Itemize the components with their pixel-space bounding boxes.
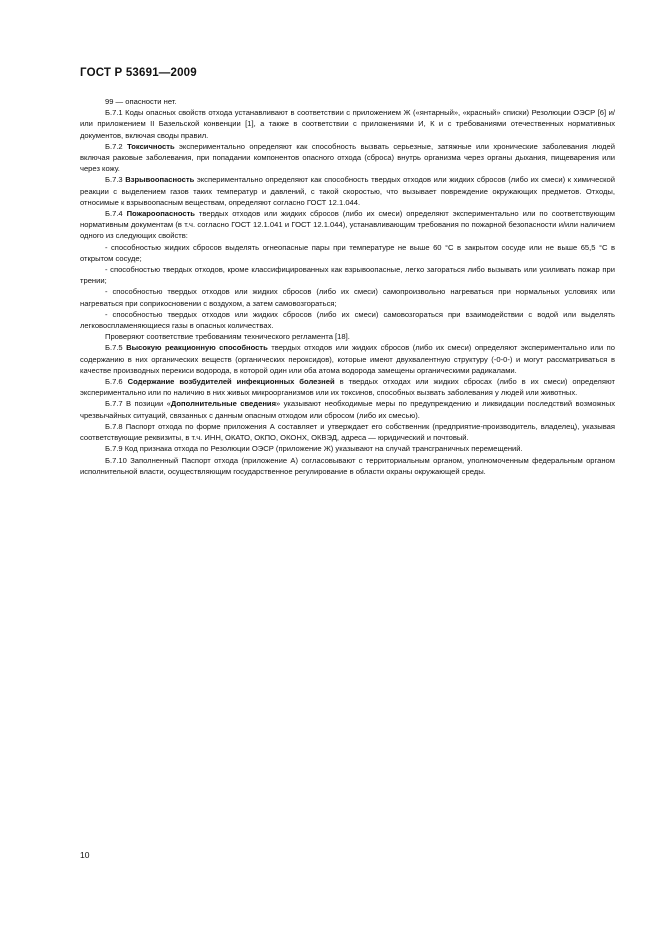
term-toxicity: Токсичность xyxy=(127,141,175,151)
document-body xyxy=(80,96,615,477)
paragraph-b-7-7: Б.7.7 В позиции «Дополнительные сведения» указывают необходимые меры по предупреждению и ликвидации последствий возможных чрезвычайных ситуаций, связанных с данным опасным отходом или сбросом (либо их смесью). xyxy=(80,399,615,420)
page-header-title: ГОСТ Р 53691—2009 xyxy=(80,67,197,79)
list-item-water-reactive: - способностью твердых отходов или жидких сбросов (либо их смеси) самовозгораться при взаимодействии с водой или выделять легковоспламеняющиеся газы в опасных количествах. xyxy=(80,309,615,331)
paragraph-b-7-9: Б.7.9 Код признака отхода по Резолюции ОЭСР (приложение Ж) указывают на случай трансграничных перемещений. xyxy=(105,444,523,454)
term-high-reactivity: Высокую реакционную способность xyxy=(126,343,268,353)
paragraph-b-7-5: Б.7.5 Высокую реакционную способность твердых отходов или жидких сбросов (либо их смеси) определяют экспериментально или по содержанию в них органических веществ (органических пероксидов), которые имеют двухвалентную структуру (-0-0-) и могут рассматриваться в качестве производных перекиси водорода, в которой один или оба атома водорода замещены органическими радикалами. xyxy=(80,343,615,375)
term-additional-info: Дополнительные сведения xyxy=(170,399,277,409)
paragraph-0: 99 — опасности нет. xyxy=(105,97,177,106)
term-infectious-agents: Содержание возбудителей инфекционных болезней xyxy=(127,377,335,387)
paragraph-compliance-check: Проверяют соответствие требованиям технического регламента [18]. xyxy=(105,332,350,342)
paragraph-b-7-6: Б.7.6 Содержание возбудителей инфекционных болезней в твердых отходах или жидких сбросах (либо в их смеси) определяют экспериментально или по наличию в них живых микроорганизмов или их токсинов, способных вызвать заболевания у людей или животных. xyxy=(80,377,615,398)
paragraph-b-7-4: Б.7.4 Пожароопасность твердых отходов или жидких сбросов (либо их смеси) определяют экспериментально или по соответствующим нормативным документам (в т.ч. согласно ГОСТ 12.1.041 и ГОСТ 12.1.044), устанавливающим требования по пожарной безопасности и/или наличием одного из следующих свойств: xyxy=(80,209,615,241)
term-fire-hazard: Пожароопасность xyxy=(126,209,195,219)
list-item-self-heating: - способностью твердых отходов или жидких сбросов (либо их смеси) самопроизвольно нагреваться при нормальных условиях или нагреваться при соприкосновении с воздухом, а затем самовозгораться; xyxy=(80,287,615,308)
paragraph-b-7-2: Б.7.2 Токсичность экспериментально определяют как способность вызвать серьезные, затяжные или хронические заболевания людей включая раковые заболевания, при попадании компонентов опасного отхода (сброса) внутрь организма через органы дыхания, пищеварения или через кожу. xyxy=(80,141,615,174)
page-number: 10 xyxy=(80,850,90,860)
paragraph-b-7-8: Б.7.8 Паспорт отхода по форме приложения А составляет и утверждает его собственник (предприятие-производитель, владелец), указывая соответствующие реквизиты, в т.ч. ИНН, ОКАТО, ОКПО, ОКОНХ, ОКВЭД, адреса — юридический и почтовый. xyxy=(80,421,615,443)
paragraph-b-7-1: Б.7.1 Коды опасных свойств отхода устанавливают в соответствии с приложением Ж («янтарный», «красный» списки) Резолюции ОЭСР [6] и/или приложением II Базельской конвенции [1], а также в соответствии с приложениями И, К и с требованиями отечественных нормативных документов, включая своды правил. xyxy=(80,108,615,140)
paragraph-b-7-10: Б.7.10 Заполненный Паспорт отхода (приложение А) согласовывают с территориальным органом, уполномоченным федеральным органом исполнительной власти, осуществляющим государственное регулирование в области охраны окружающей среды. xyxy=(80,455,615,476)
list-item-flammable-vapors: - способностью жидких сбросов выделять огнеопасные пары при температуре не выше 60 °С в закрытом сосуде или не выше 65,5 °С в открытом сосуде; xyxy=(80,242,615,263)
paragraph-b-7-3: Б.7.3 Взрывоопасность экспериментально определяют как способность твердых отходов или жидких сбросов (либо их смеси) к химической реакции с выделением газов таких температур и давлений, с такой скоростью, что вызывает повреждение окружающих предметов. Отходы, относимые к взрывоопасным веществам, определяют согласно ГОСТ 12.1.044. xyxy=(80,175,615,207)
list-item-friction-ignition: - способностью твердых отходов, кроме классифицированных как взрывоопасные, легко загораться либо вызывать или усиливать пожар при трении; xyxy=(80,265,615,286)
term-explosiveness: Взрывоопасность xyxy=(125,175,195,185)
